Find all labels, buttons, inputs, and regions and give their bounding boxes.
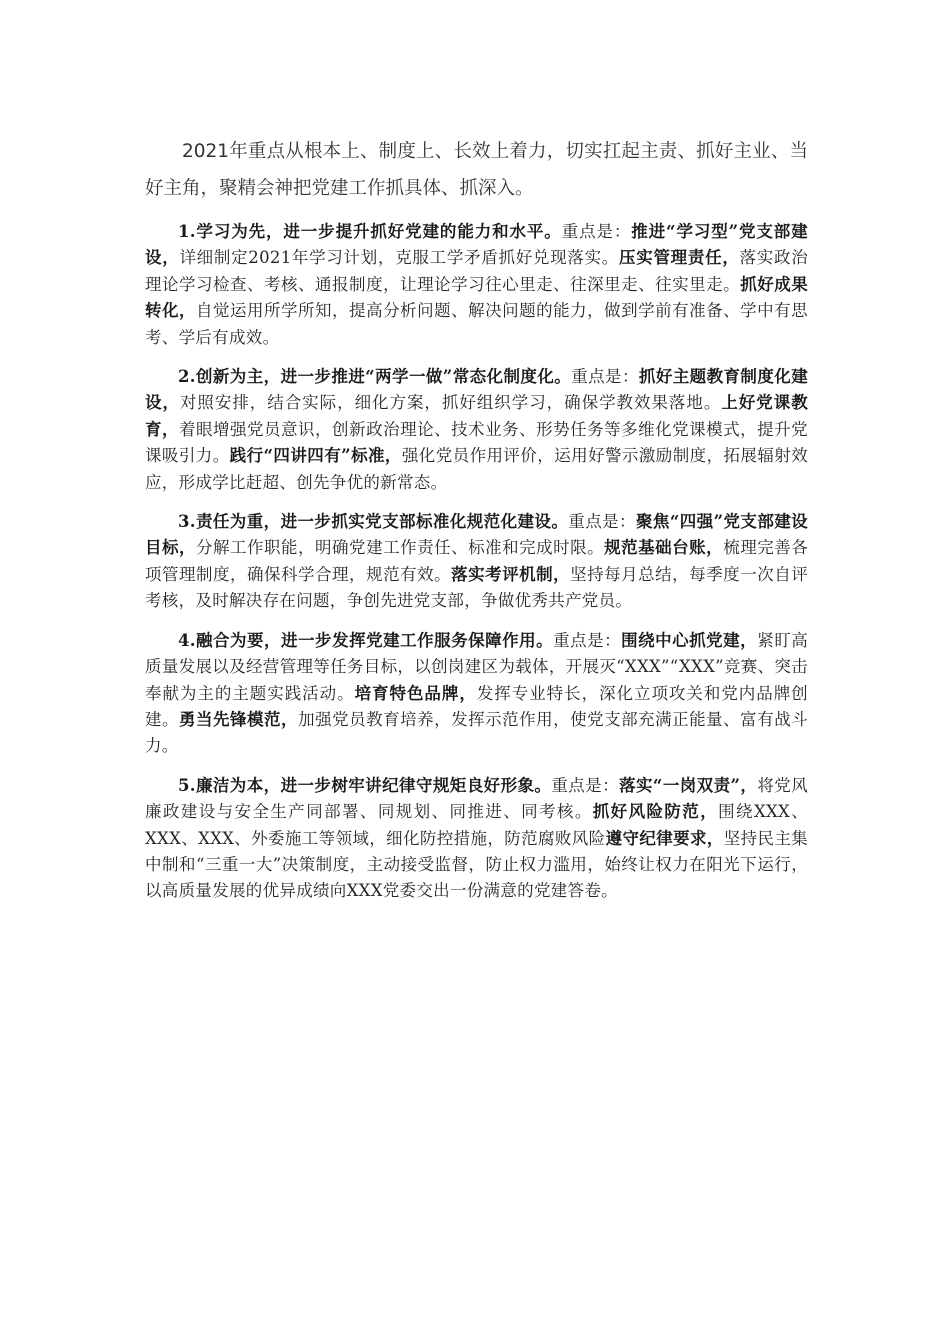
item-text: 落实政治理论学习检查、考核、通报制度，让理论学习往心里走、往深里走、往实里走。	[145, 248, 808, 294]
item-text: 加强党员教育培养，发挥示范作用，使党支部充满正能量、富有战斗力。	[145, 709, 809, 756]
item-bold: 抓好风险防范，	[592, 802, 719, 822]
item-bold: 规范基础台账，	[604, 538, 724, 558]
item-bold: 聚焦“四强”党支部建设目标，	[145, 512, 808, 558]
item-bold: 推进“学习型”党支部建设，	[145, 222, 808, 268]
item-text: 围绕XXX、XXX、XXX、外委施工等领域，细化防控措施，防范腐败风险	[145, 802, 808, 848]
item-text: 梳理完善各项管理制度，确保科学合理，规范有效。	[145, 538, 809, 584]
section-paragraph	[145, 219, 808, 351]
item-bold: 落实考评机制，	[451, 564, 571, 584]
item-text: 详细制定2021年学习计划，克服工学矛盾抓好兑现落实。	[179, 248, 620, 268]
item-text: 紧盯高质量发展以及经营管理等任务目标，以创岗建区为载体，开展灭“XXX”“XXX”竞赛、突击奉献为主的主题实践活动。	[145, 630, 809, 703]
section-heading: 3.责任为重，进一步抓实党支部标准化规范化建设。	[178, 512, 569, 532]
document-body	[145, 133, 808, 918]
item-text: 发挥专业特长，深化立项攻关和党内品牌创建。	[145, 683, 808, 729]
focus-label: 重点是：	[568, 512, 636, 532]
item-text: 自觉运用所学所知，提高分析问题、解决问题的能力，做到学前有准备、学中有思考、学后有成效。	[145, 301, 808, 347]
section-paragraph	[145, 628, 808, 760]
item-text: 分解工作职能，明确党建工作责任、标准和完成时限。	[196, 538, 605, 558]
item-text: 着眼增强党员意识，创新政治理论、技术业务、形势任务等多维化党课模式，提升党课吸引力。	[145, 419, 808, 466]
item-bold: 上好党课教育，	[145, 393, 809, 439]
focus-label: 重点是：	[553, 630, 622, 650]
item-bold: 遵守纪律要求，	[605, 828, 724, 848]
item-text: 坚持民主集中制和“三重一大”决策制度，主动接受监督，防止权力滥用，始终让权力在阳光下运行，以高质量发展的优异成绩向XXX党委交出一份满意的党建答卷。	[145, 828, 809, 901]
item-bold: 压实管理责任，	[619, 248, 740, 268]
intro-paragraph: 2021年重点从根本上、制度上、长效上着力，切实扛起主责、抓好主业、当好主角，聚精会神把党建工作抓具体、抓深入。	[145, 141, 808, 199]
item-bold: 落实“一岗双责”，	[619, 775, 758, 795]
item-text: 强化党员作用评价，运用好警示激励制度，拓展辐射效应，形成学比赶超、创先争优的新常态。	[145, 446, 809, 492]
section-heading: 2.创新为主，进一步推进“两学一做”常态化制度化。	[178, 367, 572, 387]
item-bold: 培育特色品牌，	[354, 683, 477, 703]
item-text: 对照安排，结合实际，细化方案，抓好组织学习，确保学教效果落地。	[179, 393, 722, 413]
item-bold: 抓好主题教育制度化建设，	[145, 367, 809, 413]
item-bold: 勇当先锋模范，	[179, 709, 299, 729]
item-text: 坚持每月总结，每季度一次自评考核，及时解决存在问题，争创先进党支部，争做优秀共产党员。	[145, 564, 809, 611]
section-heading: 1.学习为先，进一步提升抓好党建的能力和水平。	[178, 222, 562, 241]
section-heading: 5.廉洁为本，进一步树牢讲纪律守规矩良好形象。	[178, 775, 552, 795]
item-bold: 践行“四讲四有”标准，	[229, 446, 402, 466]
item-text: 将党风廉政建设与安全生产同部署、同规划、同推进、同考核。	[145, 775, 809, 822]
section-heading: 4.融合为要，进一步发挥党建工作服务保障作用。	[178, 630, 554, 650]
focus-label: 重点是：	[571, 367, 639, 387]
focus-label: 重点是：	[561, 222, 632, 241]
item-bold: 抓好成果转化，	[145, 274, 809, 321]
focus-label: 重点是：	[551, 775, 620, 795]
item-bold: 围绕中心抓党建，	[621, 630, 758, 650]
section-paragraph	[145, 509, 808, 615]
section-paragraph	[145, 364, 808, 496]
section-paragraph	[145, 773, 808, 905]
